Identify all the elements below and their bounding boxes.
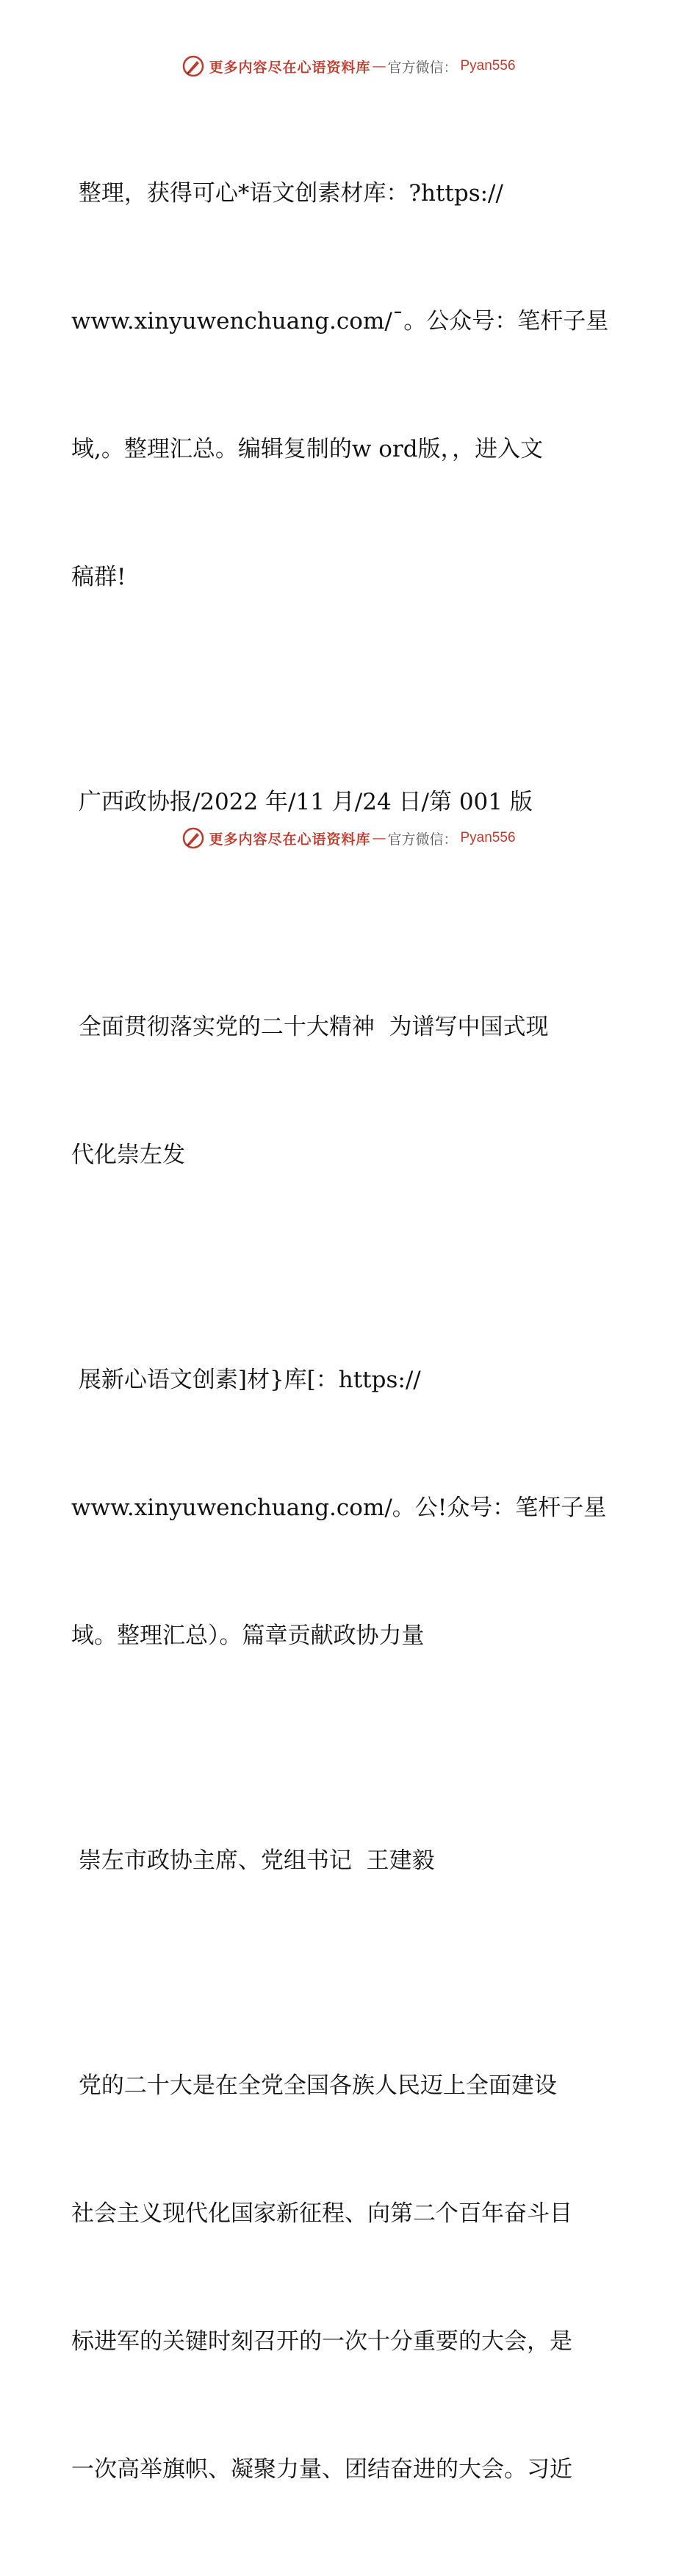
text-line: 崇左市政协主席、党组书记 王建毅 <box>71 1847 435 1874</box>
text-line: 代化崇左发 <box>71 1142 185 1168</box>
text-line: 域。整理汇总）。篇章贡献政协力量 <box>71 1622 425 1649</box>
pen-logo-icon <box>182 827 204 849</box>
watermark-site-text: 更多内容尽在心语资料库 <box>209 59 371 76</box>
text-line: 广西政协报/2022 年/11 月/24 日/第 001 版 <box>71 789 533 815</box>
watermark-wechat-label: 官方微信： <box>387 59 458 76</box>
text-line: 标进军的关键时刻召开的一次十分重要的大会，是 <box>71 2328 572 2355</box>
watermark-wechat-id: Pyan556 <box>460 830 516 845</box>
paragraph-headline-cont <box>71 1273 630 1742</box>
paragraph-intro <box>71 87 630 684</box>
paragraph-body <box>71 1979 630 2576</box>
text-line: 党的二十大是在全党全国各族人民迈上全面建设 <box>71 2072 557 2099</box>
text-line: 稿群! <box>71 564 126 590</box>
watermark-wechat-id: Pyan556 <box>460 58 516 74</box>
watermark-wechat-label: 官方微信： <box>387 831 458 848</box>
text-line: 域,。整理汇总。编辑复制的w ord版，，进入文 <box>71 436 544 462</box>
pen-logo-icon <box>182 55 204 77</box>
paragraph-source <box>71 695 630 909</box>
text-line: 全面贯彻落实党的二十大精神 为谱写中国式现 <box>71 1014 549 1040</box>
text-line: 展新心语文创素]材}库[：https:// <box>71 1367 421 1393</box>
text-line: 整理，获得可心*语文创素材库：?https:// <box>71 180 503 207</box>
watermark-header <box>0 51 698 81</box>
watermark-separator: — <box>372 830 386 846</box>
watermark-separator: — <box>372 58 386 74</box>
watermark-site-text: 更多内容尽在心语资料库 <box>209 831 371 848</box>
text-line: www.xinyuwenchuang.com/。公!众号：笔杆子星 <box>71 1495 607 1521</box>
paragraph-author <box>71 1754 630 1967</box>
document-body <box>71 87 630 2576</box>
paragraph-headline <box>71 920 630 1262</box>
text-line: www.xinyuwenchuang.com/¯。公众号：笔杆子星 <box>71 308 609 334</box>
watermark-footer <box>0 823 698 853</box>
text-line: 一次高举旗帜、凝聚力量、团结奋进的大会。习近 <box>71 2456 572 2483</box>
text-line: 社会主义现代化国家新征程、向第二个百年奋斗目 <box>71 2200 572 2227</box>
